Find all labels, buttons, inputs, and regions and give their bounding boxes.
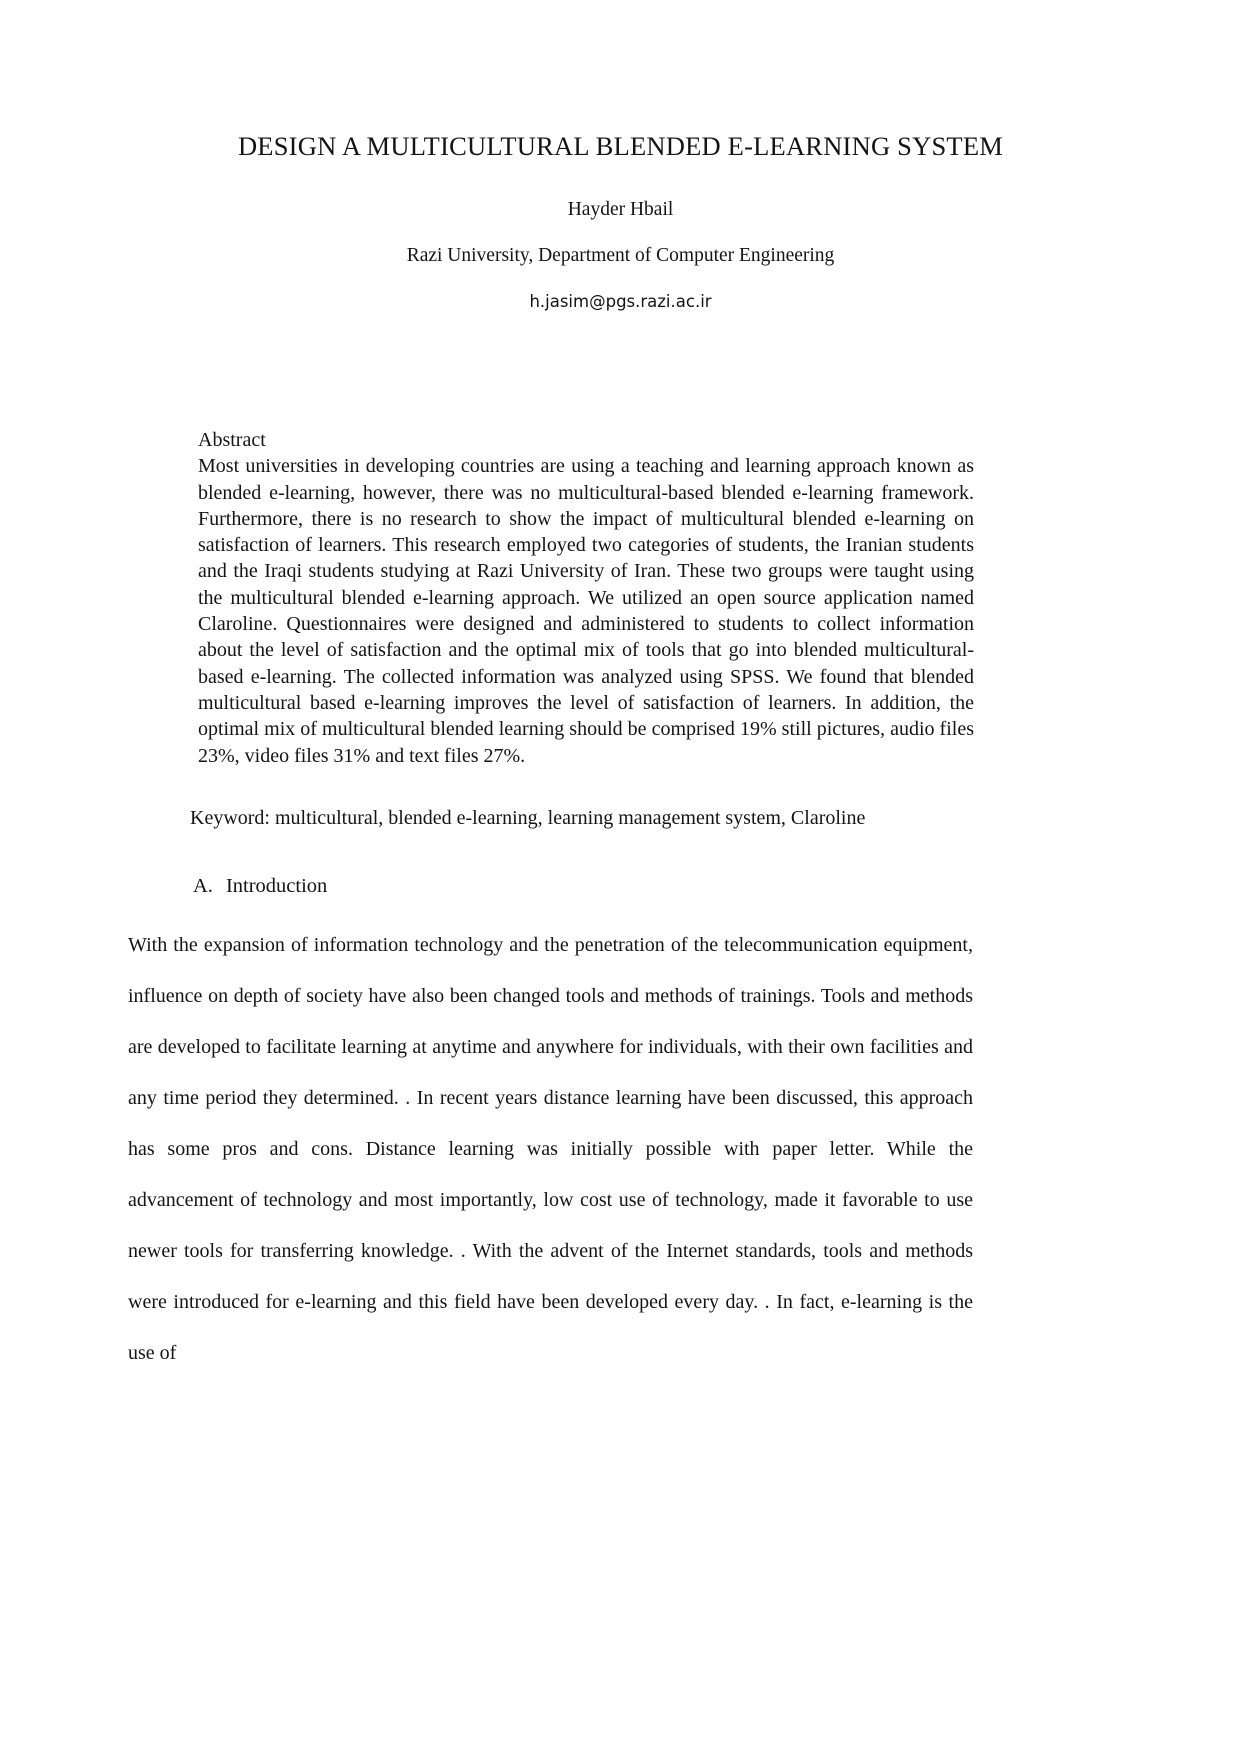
page-title: DESIGN A MULTICULTURAL BLENDED E-LEARNING SYSTEM xyxy=(237,131,1004,161)
introduction-paragraph: With the expansion of information technology and the penetration of the telecommunication equipment, influence on depth of society have also been changed tools and methods of trainings. Tools and methods are developed to facilitate learning at anytime and anywhere for individuals, with their own facilities and any time period they determined. . In recent years distance learning have been discussed, this approach has some pros and cons. Distance learning was initially possible with paper letter. While the advancement of technology and most importantly, low cost use of technology, made it favorable to use newer tools for transferring knowledge. . With the advent of the Internet standards, tools and methods were introduced for e-learning and this field have been developed every day. . In fact, e-learning is the use of xyxy=(128,934,973,1364)
author-name: Hayder Hbail xyxy=(567,199,674,220)
author-email: h.jasim@pgs.razi.ac.ir xyxy=(529,292,712,311)
abstract-section xyxy=(198,427,974,769)
section-heading-introduction xyxy=(193,873,327,899)
abstract-heading: Abstract xyxy=(198,429,266,451)
author-affiliation: Razi University, Department of Computer Engineering xyxy=(406,245,835,266)
abstract-text: Most universities in developing countries are using a teaching and learning approach known as blended e-learning, however, there was no multicultural-based blended e-learning framework. Furthermore, there is no research to show the impact of multicultural blended e-learning on satisfaction of learners. This research employed two categories of students, the Iranian students and the Iraqi students studying at Razi University of Iran. These two groups were taught using the multicultural blended e-learning approach. We utilized an open source application named Claroline. Questionnaires were designed and administered to students to collect information about the level of satisfaction and the optimal mix of tools that go into blended multicultural-based e-learning. The collected information was analyzed using SPSS. We found that blended multicultural based e-learning improves the level of satisfaction of learners. In addition, the optimal mix of multicultural blended learning should be comprised 19% still pictures, audio files 23%, video files 31% and text files 27%. xyxy=(198,455,974,767)
keywords-line: Keyword: multicultural, blended e-learning, learning management system, Claroline xyxy=(190,807,866,829)
section-title: Introduction xyxy=(225,875,328,897)
section-number: A. xyxy=(193,875,213,897)
